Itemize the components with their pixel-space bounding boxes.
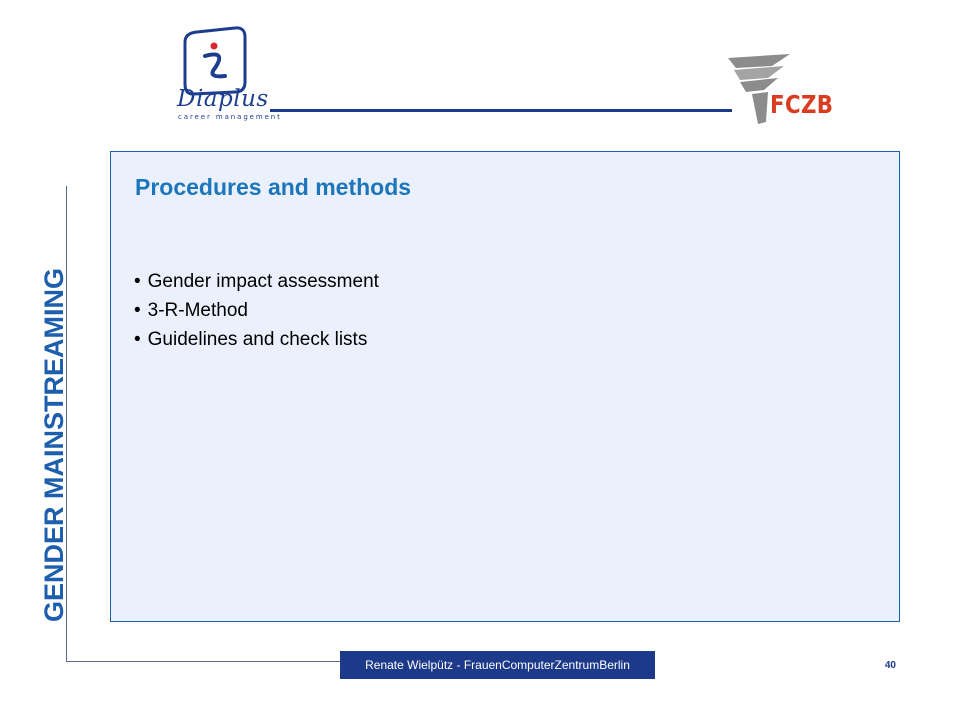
- content-box: [110, 151, 900, 622]
- diaplus-logo: [165, 22, 282, 122]
- list-item: • Guidelines and check lists: [134, 325, 379, 354]
- sidebar-rule-horizontal: [66, 661, 342, 662]
- slide-title: Procedures and methods: [135, 174, 412, 200]
- page-number: 40: [884, 660, 896, 671]
- header-rule: [270, 109, 732, 112]
- fczb-wordmark: FCZB: [770, 90, 834, 119]
- diaplus-tagline: career management: [178, 113, 282, 121]
- diaplus-wordmark: Diaplus: [177, 86, 269, 112]
- sidebar-title: GENDER MAINSTREAMING: [39, 267, 69, 622]
- list-item: • 3-R-Method: [134, 296, 379, 325]
- list-item: • Gender impact assessment: [134, 267, 379, 296]
- bullet-list: [134, 267, 379, 354]
- fczb-logo: [724, 54, 834, 126]
- footer-author: Renate Wielpütz - FrauenComputerZentrumBerlin: [340, 651, 655, 679]
